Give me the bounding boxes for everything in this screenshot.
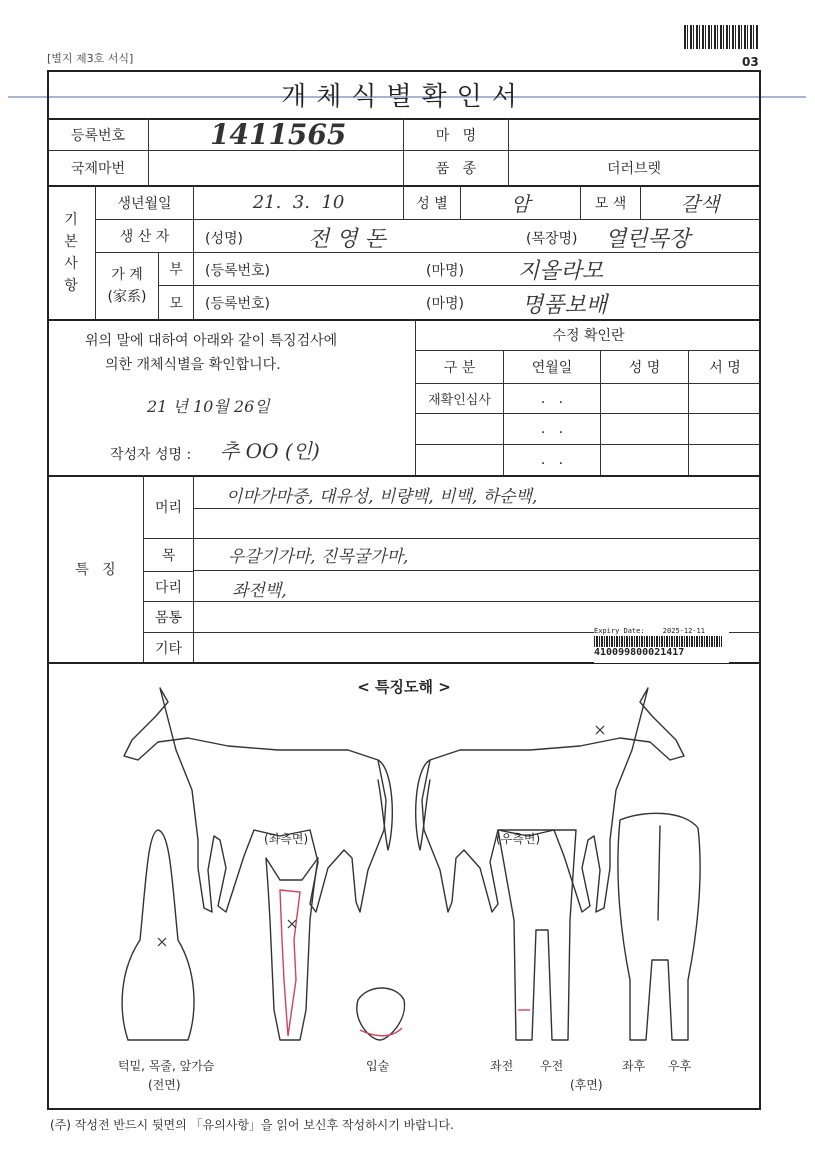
revision-date-1: . . [540, 390, 564, 407]
dam-name-value: 명품보배 [522, 293, 608, 318]
reg-no-label: 등록번호 [70, 127, 126, 144]
intl-no-label: 국제마번 [70, 161, 126, 177]
right-side-caption: (우측면) [496, 832, 541, 846]
head-whorl-mark [288, 920, 296, 928]
expiry-line [594, 627, 729, 635]
confirm-text-2: 의한 개체식별을 확인합니다. [105, 357, 281, 373]
diagram-title: < 특징도해 > [357, 678, 451, 696]
horse-name-value [509, 119, 759, 150]
breed-value: 더러브렛 [606, 161, 662, 177]
revision-col-sign: 서 명 [709, 360, 741, 376]
writer-value: 추 OO (인) [220, 439, 320, 463]
head-label: 머리 [154, 500, 183, 516]
left-fore-caption: 좌전 [490, 1059, 514, 1073]
horse-name-label: 마 명 [435, 127, 477, 144]
producer-name-value: 전 영 돈 [308, 227, 386, 252]
legs-value: 좌전백, [232, 581, 287, 601]
breed-label: 품 종 [435, 161, 477, 177]
sire-name-value: 지올라모 [518, 259, 604, 284]
expiry-value: 2025-12-11 [662, 627, 705, 635]
neck-value: 우갈기가마, 진목굴가마, [228, 547, 409, 567]
birth-label: 생년월일 [117, 195, 172, 212]
lips-caption: 입술 [366, 1059, 390, 1073]
expiry-label: Expiry Date: [594, 627, 645, 635]
front-legs-view [498, 830, 576, 1040]
head-value: 이마가마중, 대유성, 비량백, 비백, 하순백, [226, 487, 538, 507]
head-marking [280, 890, 300, 1036]
revision-row-reexam: 재확인심사 [428, 393, 491, 408]
neck-whorl-mark [158, 938, 166, 946]
body-label: 몸통 [154, 610, 183, 626]
family-label-cn: (家系) [107, 289, 147, 305]
writer-label: 작성자 성명 : [110, 447, 192, 463]
color-label: 모 색 [594, 195, 627, 212]
sex-label: 성 별 [416, 195, 448, 212]
dam-label: 모 [169, 295, 183, 312]
birth-value: 21. 3. 10 [252, 192, 345, 213]
rear-view-label: (후면) [570, 1078, 603, 1092]
etc-label: 기타 [154, 640, 183, 657]
sex-value: 암 [510, 192, 531, 216]
dam-reg-hint: (등록번호) [205, 296, 271, 312]
right-fore-caption: 우전 [540, 1059, 564, 1073]
barcode-lower [594, 636, 722, 647]
sire-label: 부 [169, 262, 183, 278]
features-section-label: 특 징 [75, 562, 116, 578]
front-view-label: (전면) [148, 1078, 181, 1092]
revision-title: 수정 확인란 [552, 328, 625, 344]
barcode-number: 410099800021417 [594, 647, 685, 658]
page-code: 03 [742, 55, 759, 69]
left-side-caption: (좌측면) [264, 832, 309, 846]
dam-name-hint: (마명) [426, 296, 464, 312]
footer-note: (주) 작성전 반드시 뒷면의 「유의사항」을 읽어 보신후 작성하시기 바랍니다. [50, 1118, 454, 1132]
revision-col-type: 구 분 [443, 360, 476, 376]
legs-label: 다리 [154, 579, 183, 596]
reg-no-value: 1411565 [210, 117, 347, 151]
revision-date-3: . . [540, 452, 564, 468]
sire-reg-hint: (등록번호) [205, 263, 271, 279]
confirm-date: 21 년 10월 26일 [147, 397, 270, 416]
family-label-kr: 가 계 [111, 267, 143, 283]
document-title: 개체식별확인서 [281, 82, 527, 112]
confirm-text-1: 위의 말에 대하여 아래와 같이 특징검사에 [85, 333, 338, 349]
sire-name-hint: (마명) [426, 263, 464, 279]
revision-col-date: 연월일 [531, 360, 573, 376]
family-label [96, 253, 158, 319]
producer-label: 생 산 자 [119, 229, 170, 245]
intl-no-value [150, 151, 400, 185]
mane-whorl-mark [596, 726, 604, 734]
producer-name-hint: (성명) [205, 231, 243, 247]
revision-date-2: . . [540, 421, 564, 437]
left-hind-caption: 좌후 [622, 1059, 646, 1073]
farm-hint: (목장명) [526, 231, 578, 247]
color-value: 갈색 [680, 192, 720, 216]
basic-section-label: 기 본 사 항 [64, 211, 78, 294]
rear-tail [658, 826, 660, 920]
expiry-sticker [594, 627, 729, 663]
farm-value: 열린목장 [605, 227, 691, 252]
front-view-caption: 턱밑, 목줄, 앞가슴 [118, 1059, 215, 1073]
revision-col-name: 성 명 [628, 360, 661, 376]
right-side-horse [422, 688, 684, 912]
left-side-horse [124, 688, 386, 912]
form-number: [별지 제3호 서식] [47, 52, 134, 65]
right-hind-caption: 우후 [668, 1059, 692, 1073]
horse-diagram [48, 680, 760, 1105]
neck-label: 목 [161, 548, 176, 564]
front-neck-view [122, 830, 194, 1040]
barcode-top [684, 25, 758, 49]
